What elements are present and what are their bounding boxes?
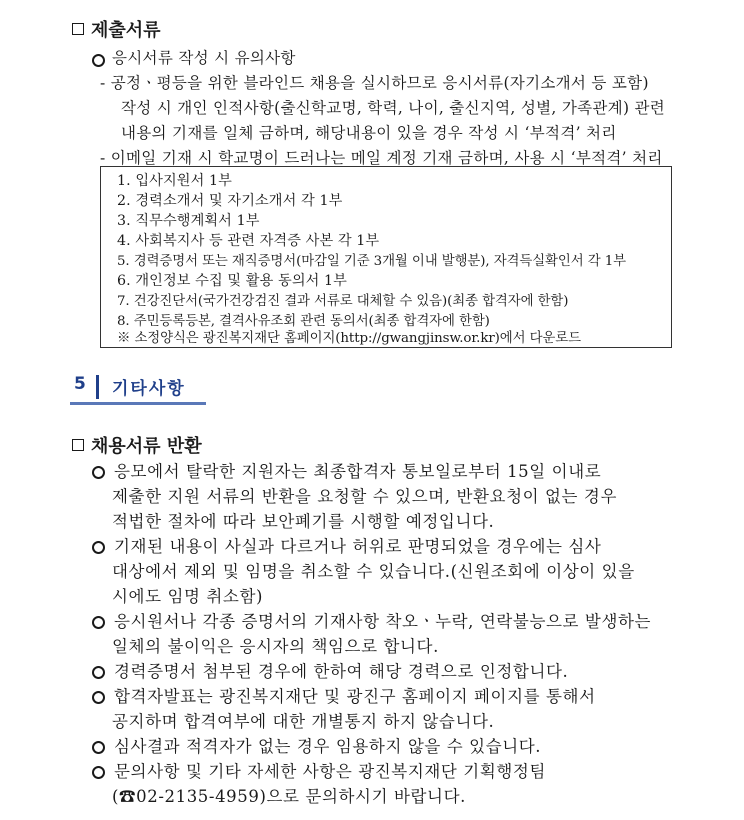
bullet-continuation: 적법한 절차에 따라 보안폐기를 시행할 예정입니다.	[112, 512, 495, 531]
note-line: - 이메일 기재 시 학교명이 드러나는 메일 계정 기재 금하며, 사용 시 ‘부적격’ 처리	[100, 149, 663, 167]
document-item: 4. 사회복지사 등 관련 자격증 사본 각 1부	[117, 233, 380, 249]
bullet-line: 심사결과 적격자가 없는 경우 임용하지 않을 수 있습니다.	[92, 733, 541, 757]
document-item: 5. 경력증명서 또는 재직증명서(마감일 기준 3개월 이내 발행분), 자격득실확인서 각 1부	[117, 254, 626, 269]
contact-line: (☎02-2135-4959)으로 문의하시기 바랍니다.	[112, 787, 466, 806]
sub-heading	[92, 46, 296, 68]
bullet-line: 문의사항 및 기타 자세한 사항은 광진복지재단 기획행정팀	[92, 758, 546, 782]
circle-bullet-icon	[92, 666, 105, 679]
circle-bullet-icon	[92, 691, 105, 704]
bullet-continuation: 일체의 불이익은 응시자의 책임으로 합니다.	[112, 637, 439, 656]
note-line: 내용의 기재를 일체 금하며, 해당내용이 있을 경우 작성 시 ‘부적격’ 처리	[121, 124, 617, 142]
divider	[96, 375, 99, 399]
bullet-continuation: 제출한 지원 서류의 반환을 요청할 수 있으며, 반환요청이 없는 경우	[112, 487, 618, 506]
section-title: 채용서류 반환	[91, 436, 202, 457]
bullet-line: 기재된 내용이 사실과 다르거나 허위로 판명되었을 경우에는 심사	[92, 533, 601, 557]
note-line: - 공정ㆍ평등을 위한 블라인드 채용을 실시하므로 응시서류(자기소개서 등 포함)	[100, 74, 649, 92]
download-note: ※ 소정양식은 광진복지재단 홈페이지(http://gwangjinsw.or.kr)에서 다운로드	[117, 331, 581, 346]
document-item: 7. 건강진단서(국가건강검진 결과 서류로 대체할 수 있음)(최종 합격자에 한함)	[117, 294, 569, 309]
bullet-line: 응시원서나 각종 증명서의 기재사항 착오ㆍ누락, 연락불능으로 발생하는	[92, 608, 651, 632]
bullet-continuation: 공지하며 합격여부에 대한 개별통지 하지 않습니다.	[112, 712, 495, 731]
document-list-box	[100, 166, 672, 348]
checkbox-square-icon	[72, 23, 84, 35]
circle-bullet-icon	[92, 766, 105, 779]
document-item: 8. 주민등록등본, 결격사유조회 관련 동의서(최종 합격자에 한함)	[117, 314, 490, 329]
section-header-return	[72, 432, 202, 458]
bullet-line: 경력증명서 첨부된 경우에 한하여 해당 경력으로 인정합니다.	[92, 658, 568, 682]
section-number: 5	[74, 374, 86, 394]
section-header-submission	[72, 16, 161, 42]
circle-bullet-icon	[92, 741, 105, 754]
sub-heading-label: 응시서류 작성 시 유의사항	[112, 49, 296, 67]
circle-bullet-icon	[92, 541, 105, 554]
document-item: 1. 입사지원서 1부	[117, 173, 232, 189]
document-item: 3. 직무수행계획서 1부	[117, 213, 260, 229]
circle-bullet-icon	[92, 54, 105, 67]
note-line: 작성 시 개인 인적사항(출신학교명, 학력, 나이, 출신지역, 성별, 가족관계) 관련	[121, 99, 666, 117]
section-5-header	[70, 372, 206, 405]
section-title: 기타사항	[112, 379, 186, 399]
bullet-continuation: 시에도 임명 취소함)	[112, 587, 264, 606]
section-title: 제출서류	[91, 20, 161, 41]
checkbox-square-icon	[72, 439, 84, 451]
bullet-line: 응모에서 탈락한 지원자는 최종합격자 통보일로부터 15일 이내로	[92, 458, 601, 482]
circle-bullet-icon	[92, 466, 105, 479]
document-item: 2. 경력소개서 및 자기소개서 각 1부	[117, 193, 343, 209]
bullet-continuation: 대상에서 제외 및 임명을 취소할 수 있습니다.(신원조회에 이상이 있을	[112, 562, 635, 581]
bullet-line: 합격자발표는 광진복지재단 및 광진구 홈페이지 페이지를 통해서	[92, 683, 596, 707]
circle-bullet-icon	[92, 616, 105, 629]
document-item: 6. 개인정보 수집 및 활용 동의서 1부	[117, 273, 347, 289]
